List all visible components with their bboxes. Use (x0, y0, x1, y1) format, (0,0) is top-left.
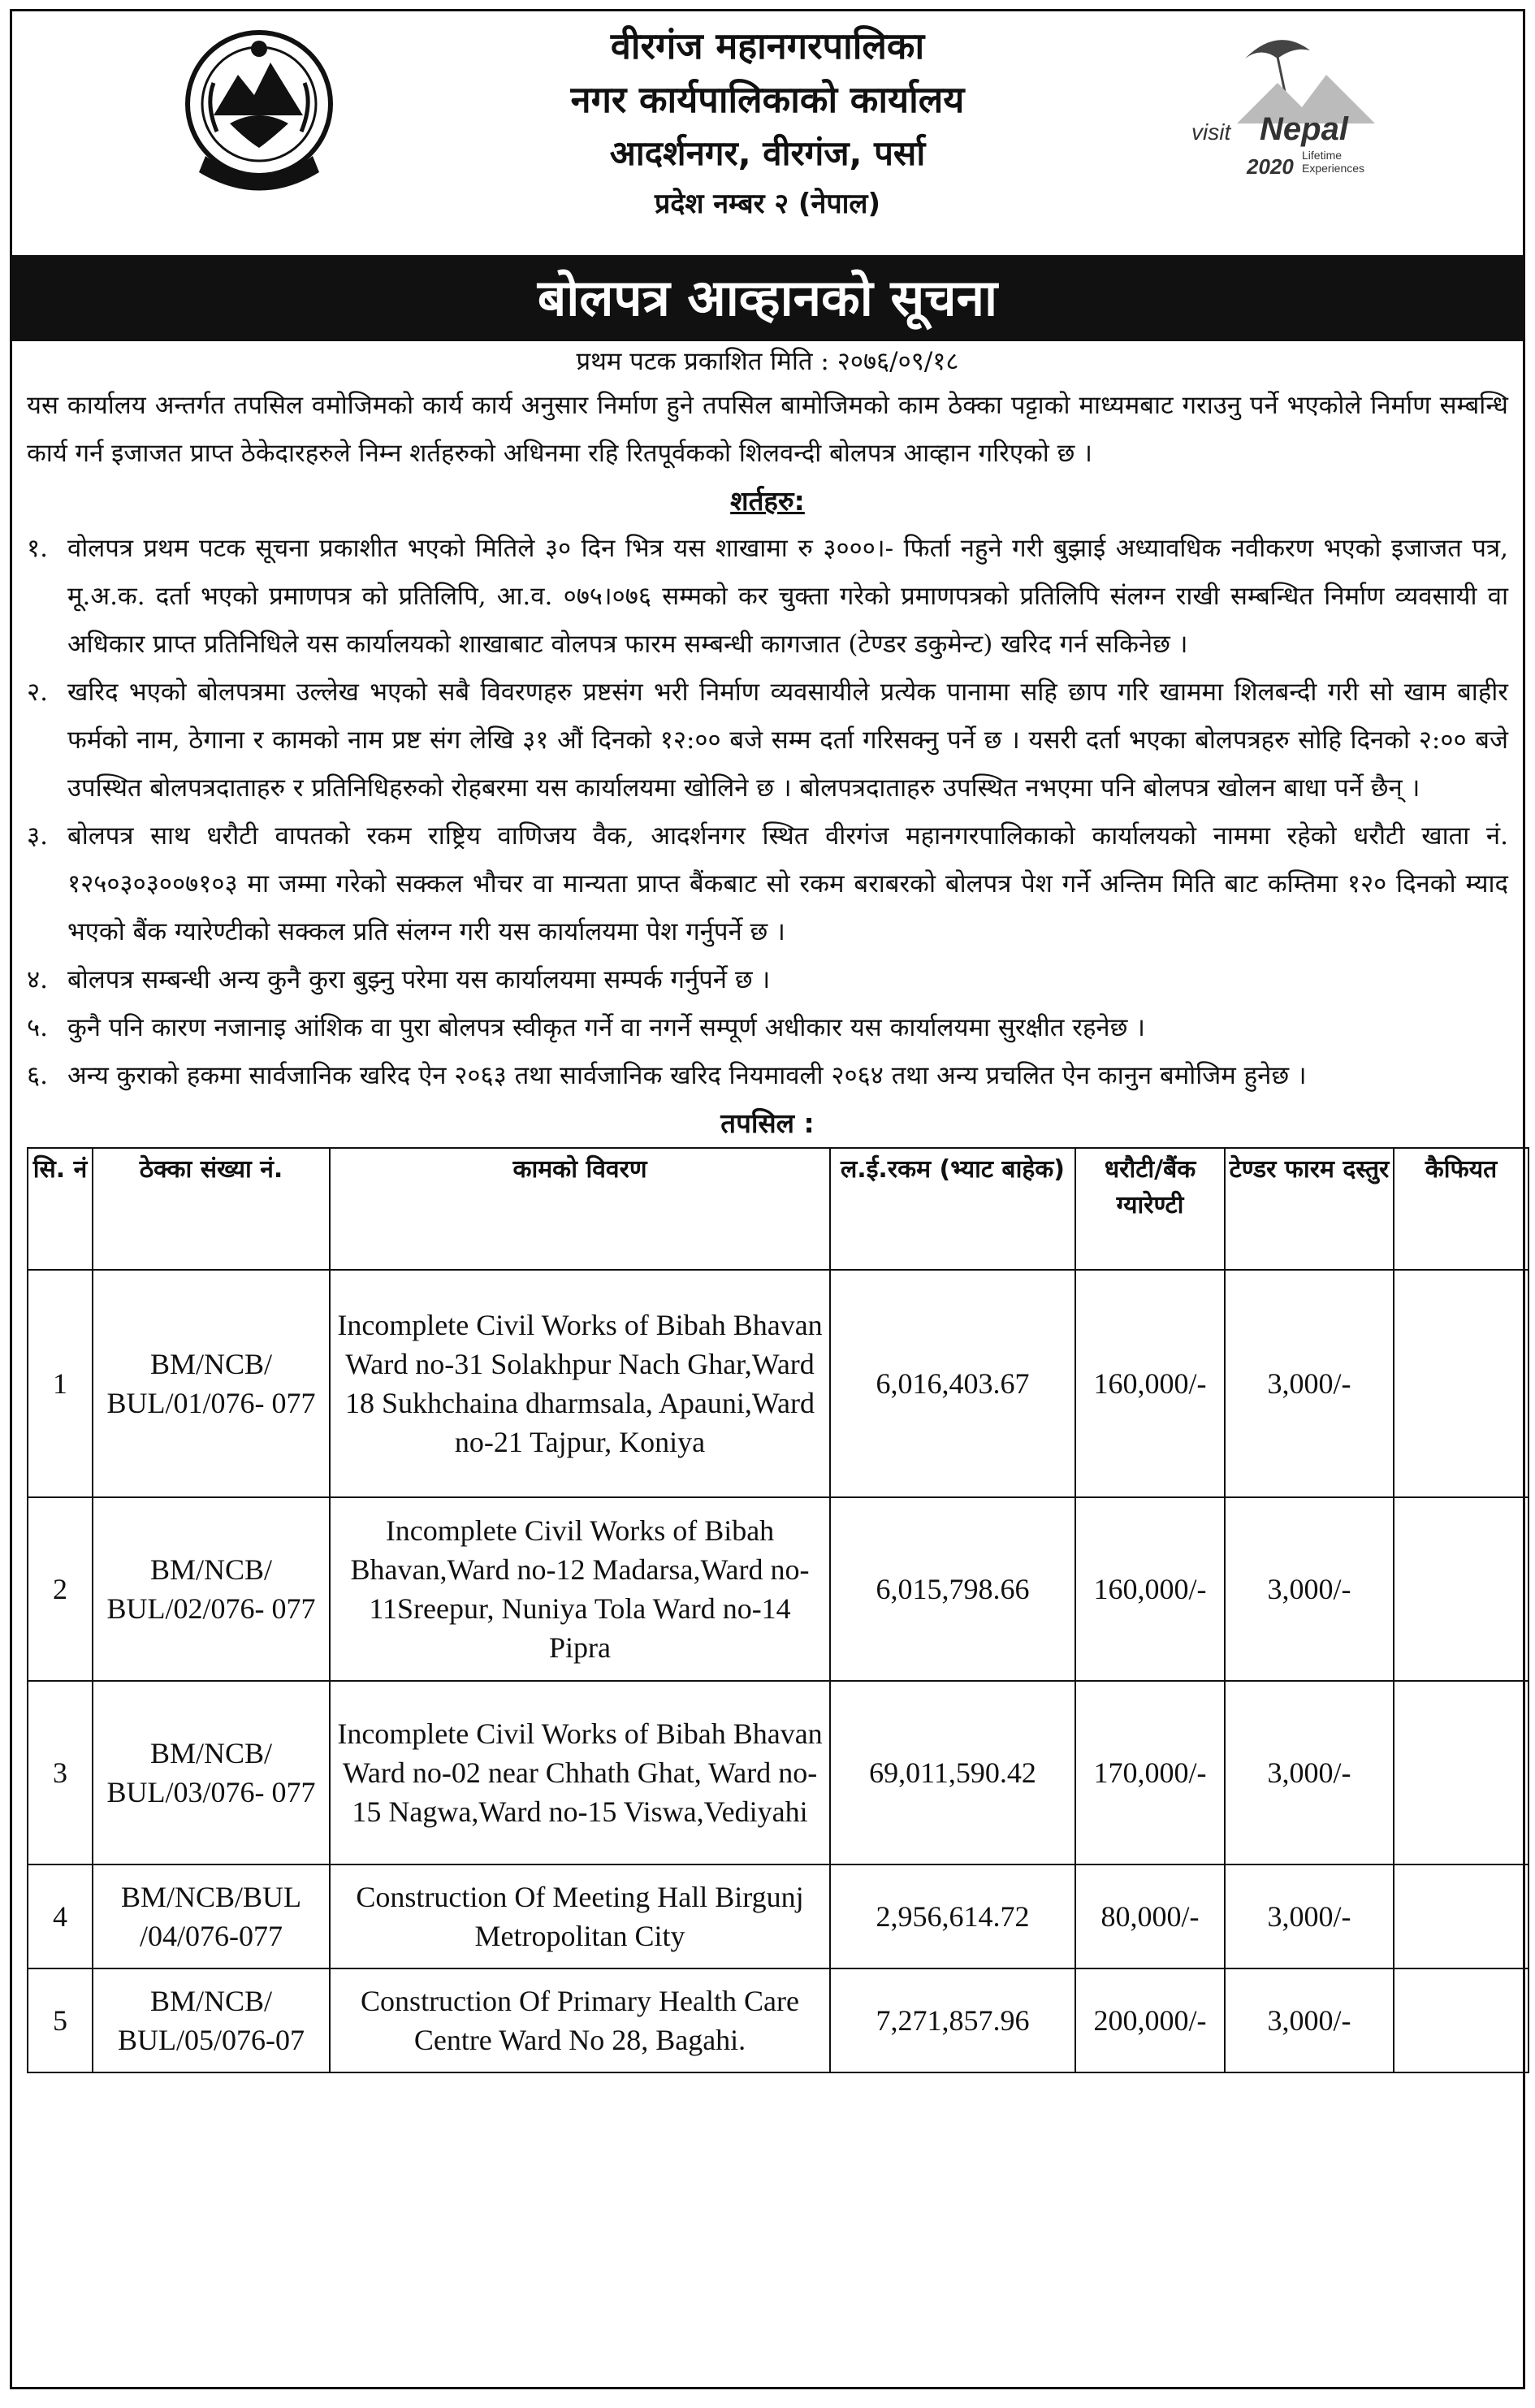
cell-contract-no: BM/NCB/ BUL/02/076- 077 (93, 1497, 330, 1681)
cell-serial: 3 (28, 1681, 93, 1864)
svg-text:visit: visit (1191, 119, 1231, 145)
cell-remarks (1394, 1864, 1529, 1968)
cell-serial: 2 (28, 1497, 93, 1681)
cell-estimate: 6,016,403.67 (830, 1270, 1075, 1497)
condition-number: ६. (27, 1061, 48, 1090)
cell-estimate: 7,271,857.96 (830, 1968, 1075, 2072)
cell-remarks (1394, 1968, 1529, 2072)
published-date: प्रथम पटक प्रकाशित मिति : २०७६/०९/१८ (576, 347, 959, 376)
cell-tender-fee: 3,000/- (1225, 1681, 1394, 1864)
table-header-row (28, 1148, 1529, 1270)
condition-number: ३. (27, 821, 48, 851)
cell-description: Construction Of Meeting Hall Birgunj Metropolitan City (330, 1864, 830, 1968)
col-description: कामको विवरण (330, 1148, 830, 1270)
col-serial: सि. नं (28, 1148, 93, 1270)
condition-item (27, 812, 1508, 956)
cell-description: Incomplete Civil Works of Bibah Bhavan Ward no-02 near Chhath Ghat, Ward no-15 Nagwa,Ward no-15 Viswa,Vediyahi (330, 1681, 830, 1864)
cell-tender-fee: 3,000/- (1225, 1270, 1394, 1497)
schedule-heading: तपसिल : (720, 1107, 815, 1139)
condition-text: कुनै पनि कारण नजानाइ आंशिक वा पुरा बोलपत्र स्वीकृत गर्ने वा नगर्ने सम्पूर्ण अधीकार यस कार्यालयमा सुरक्षीत रहनेछ । (67, 1013, 1145, 1042)
cell-description: Incomplete Civil Works of Bibah Bhavan,Ward no-12 Madarsa,Ward no-11Sreepur, Nuniya Tola Ward no-14 Pipra (330, 1497, 830, 1681)
cell-deposit: 160,000/- (1075, 1497, 1225, 1681)
col-deposit: धरौटी/बैंक ग्यारेण्टी (1075, 1148, 1225, 1270)
condition-number: १. (27, 534, 48, 563)
cell-tender-fee: 3,000/- (1225, 1968, 1394, 2072)
condition-number: ४. (27, 965, 48, 994)
notice-title-banner: बोलपत्र आव्हानको सूचना (12, 255, 1523, 341)
svg-text:Experiences: Experiences (1302, 162, 1365, 175)
svg-text:Nepal: Nepal (1260, 111, 1348, 147)
works-table (27, 1147, 1529, 2073)
cell-description: Incomplete Civil Works of Bibah Bhavan Ward no-31 Solakhpur Nach Ghar,Ward 18 Sukhchaina dharmsala, Apauni,Ward no-21 Tajpur, Koniya (330, 1270, 830, 1497)
cell-serial: 4 (28, 1864, 93, 1968)
condition-text: खरिद भएको बोलपत्रमा उल्लेख भएको सबै विवरणहरु प्रष्टसंग भरी निर्माण व्यवसायीले प्रत्येक पानामा सहि छाप गरि खाममा शिलबन्दी गरी सो खाम बाहीर फर्मको नाम, ठेगाना र कामको नाम प्रष्ट संग लेखि ३१ औं दिनको १२:०० बजे सम्म दर्ता गरिसक्नु पर्ने छ । यसरी दर्ता भएका बोलपत्रहरु सोहि दिनको २:०० बजे उपस्थित बोलपत्रदाताहरु र प्रतिनिधिहरुको रोहबरमा यस कार्यालयमा खोलिने छ । बोलपत्रदाताहरु उपस्थित नभएमा पनि बोलपत्र खोलन बाधा पर्ने छैन् । (67, 678, 1508, 803)
condition-text: बोलपत्र साथ धरौटी वापतको रकम राष्ट्रिय वाणिजय वैक, आदर्शनगर स्थित वीरगंज महानगरपालिकाको कार्यालयको नाममा रहेको धरौटी खाता नं. १२५०३०३००७१०३ मा जम्मा गरेको सक्कल भौचर वा मान्यता प्राप्त बैंकबाट सो रकम बराबरको बोलपत्र पेश गर्ने अन्तिम मिति बाट कम्तिमा १२० दिनको म्याद भएको बैंक ग्यारेण्टीको सक्कल प्रति संलग्न गरी यस कार्यालयमा पेश गर्नुपर्ने छ । (67, 821, 1508, 946)
condition-text: अन्य कुराको हकमा सार्वजानिक खरिद ऐन २०६३ तथा सार्वजानिक खरिद नियमावली २०६४ तथा अन्य प्रचलित ऐन कानुन बमोजिम हुनेछ । (67, 1061, 1307, 1090)
cell-deposit: 170,000/- (1075, 1681, 1225, 1864)
col-contract-no: ठेक्का संख्या नं. (93, 1148, 330, 1270)
conditions-heading: शर्तहरु: (730, 485, 805, 517)
condition-item (27, 956, 1508, 1004)
cell-deposit: 160,000/- (1075, 1270, 1225, 1497)
conditions-list (27, 525, 1508, 1100)
condition-text: बोलपत्र सम्बन्धी अन्य कुनै कुरा बुझ्नु परेमा यस कार्यालयमा सम्पर्क गर्नुपर्ने छ । (67, 965, 771, 994)
col-tender-fee: टेण्डर फारम दस्तुर (1225, 1148, 1394, 1270)
cell-deposit: 80,000/- (1075, 1864, 1225, 1968)
svg-text:Lifetime: Lifetime (1302, 149, 1343, 162)
condition-item (27, 525, 1508, 669)
cell-description: Construction Of Primary Health Care Centre Ward No 28, Bagahi. (330, 1968, 830, 2072)
cell-serial: 5 (28, 1968, 93, 2072)
condition-item (27, 1004, 1508, 1052)
table-row (28, 1497, 1529, 1681)
cell-estimate: 69,011,590.42 (830, 1681, 1075, 1864)
col-estimate: ल.ई.रकम (भ्याट बाहेक) (830, 1148, 1075, 1270)
cell-tender-fee: 3,000/- (1225, 1497, 1394, 1681)
condition-number: ५. (27, 1013, 48, 1042)
cell-tender-fee: 3,000/- (1225, 1864, 1394, 1968)
cell-serial: 1 (28, 1270, 93, 1497)
cell-contract-no: BM/NCB/ BUL/03/076- 077 (93, 1681, 330, 1864)
office-name: वीरगंज महानगरपालिका (610, 24, 925, 67)
condition-text: वोलपत्र प्रथम पटक सूचना प्रकाशीत भएको मितिले ३० दिन भित्र यस शाखामा रु ३०००।- फिर्ता नहुने गरी बुझाई अध्यावधिक नवीकरण भएको इजाजत पत्र, मू.अ.क. दर्ता भएको प्रमाणपत्र को प्रतिलिपि, आ.व. ०७५।०७६ सम्मको कर चुक्ता गरेको प्रमाणपत्रको प्रतिलिपि संलग्न राखी सम्बन्धित निर्माण व्यवसायी वा अधिकार प्राप्त प्रतिनिधिले यस कार्यालयको शाखाबाट वोलपत्र फारम सम्बन्धी कागजात (टेण्डर डकुमेन्ट) खरिद गर्न सकिनेछ । (67, 534, 1508, 659)
condition-item (27, 669, 1508, 812)
cell-estimate: 2,956,614.72 (830, 1864, 1075, 1968)
notice-page (10, 9, 1525, 2389)
table-row (28, 1968, 1529, 2072)
col-remarks: कैफियत (1394, 1148, 1529, 1270)
cell-remarks (1394, 1270, 1529, 1497)
intro-paragraph: यस कार्यालय अन्तर्गत तपसिल वमोजिमको कार्य कार्य अनुसार निर्माण हुने तपसिल बामोजिमको काम ठेक्का पट्टाको माध्यमबाट गराउनु पर्ने भएकोले निर्माण सम्बन्धि कार्य गर्न इजाजत प्राप्त ठेकेदारहरुले निम्न शर्तहरुको अधिनमा रहि रितपूर्वकको शिलवन्दी बोलपत्र आव्हान गरिएको छ । (27, 391, 1508, 468)
office-location: आदर्शनगर, वीरगंज, पर्सा (609, 133, 926, 173)
cell-estimate: 6,015,798.66 (830, 1497, 1075, 1681)
condition-number: २. (27, 678, 48, 707)
letterhead (12, 11, 1523, 255)
cell-remarks (1394, 1497, 1529, 1681)
cell-remarks (1394, 1681, 1529, 1864)
cell-contract-no: BM/NCB/BUL /04/076-077 (93, 1864, 330, 1968)
table-row (28, 1270, 1529, 1497)
cell-contract-no: BM/NCB/ BUL/05/076-07 (93, 1968, 330, 2072)
cell-contract-no: BM/NCB/ BUL/01/076- 077 (93, 1270, 330, 1497)
notice-body (12, 341, 1523, 2073)
office-subtitle: नगर कार्यपालिकाको कार्यालय (570, 78, 965, 121)
table-row (28, 1864, 1529, 1968)
svg-text:2020: 2020 (1247, 154, 1294, 179)
condition-item (27, 1052, 1508, 1100)
cell-deposit: 200,000/- (1075, 1968, 1225, 2072)
office-province: प्रदेश नम्बर २ (नेपाल) (654, 188, 881, 220)
table-row (28, 1681, 1529, 1864)
visit-nepal-logo-icon (1188, 26, 1383, 188)
